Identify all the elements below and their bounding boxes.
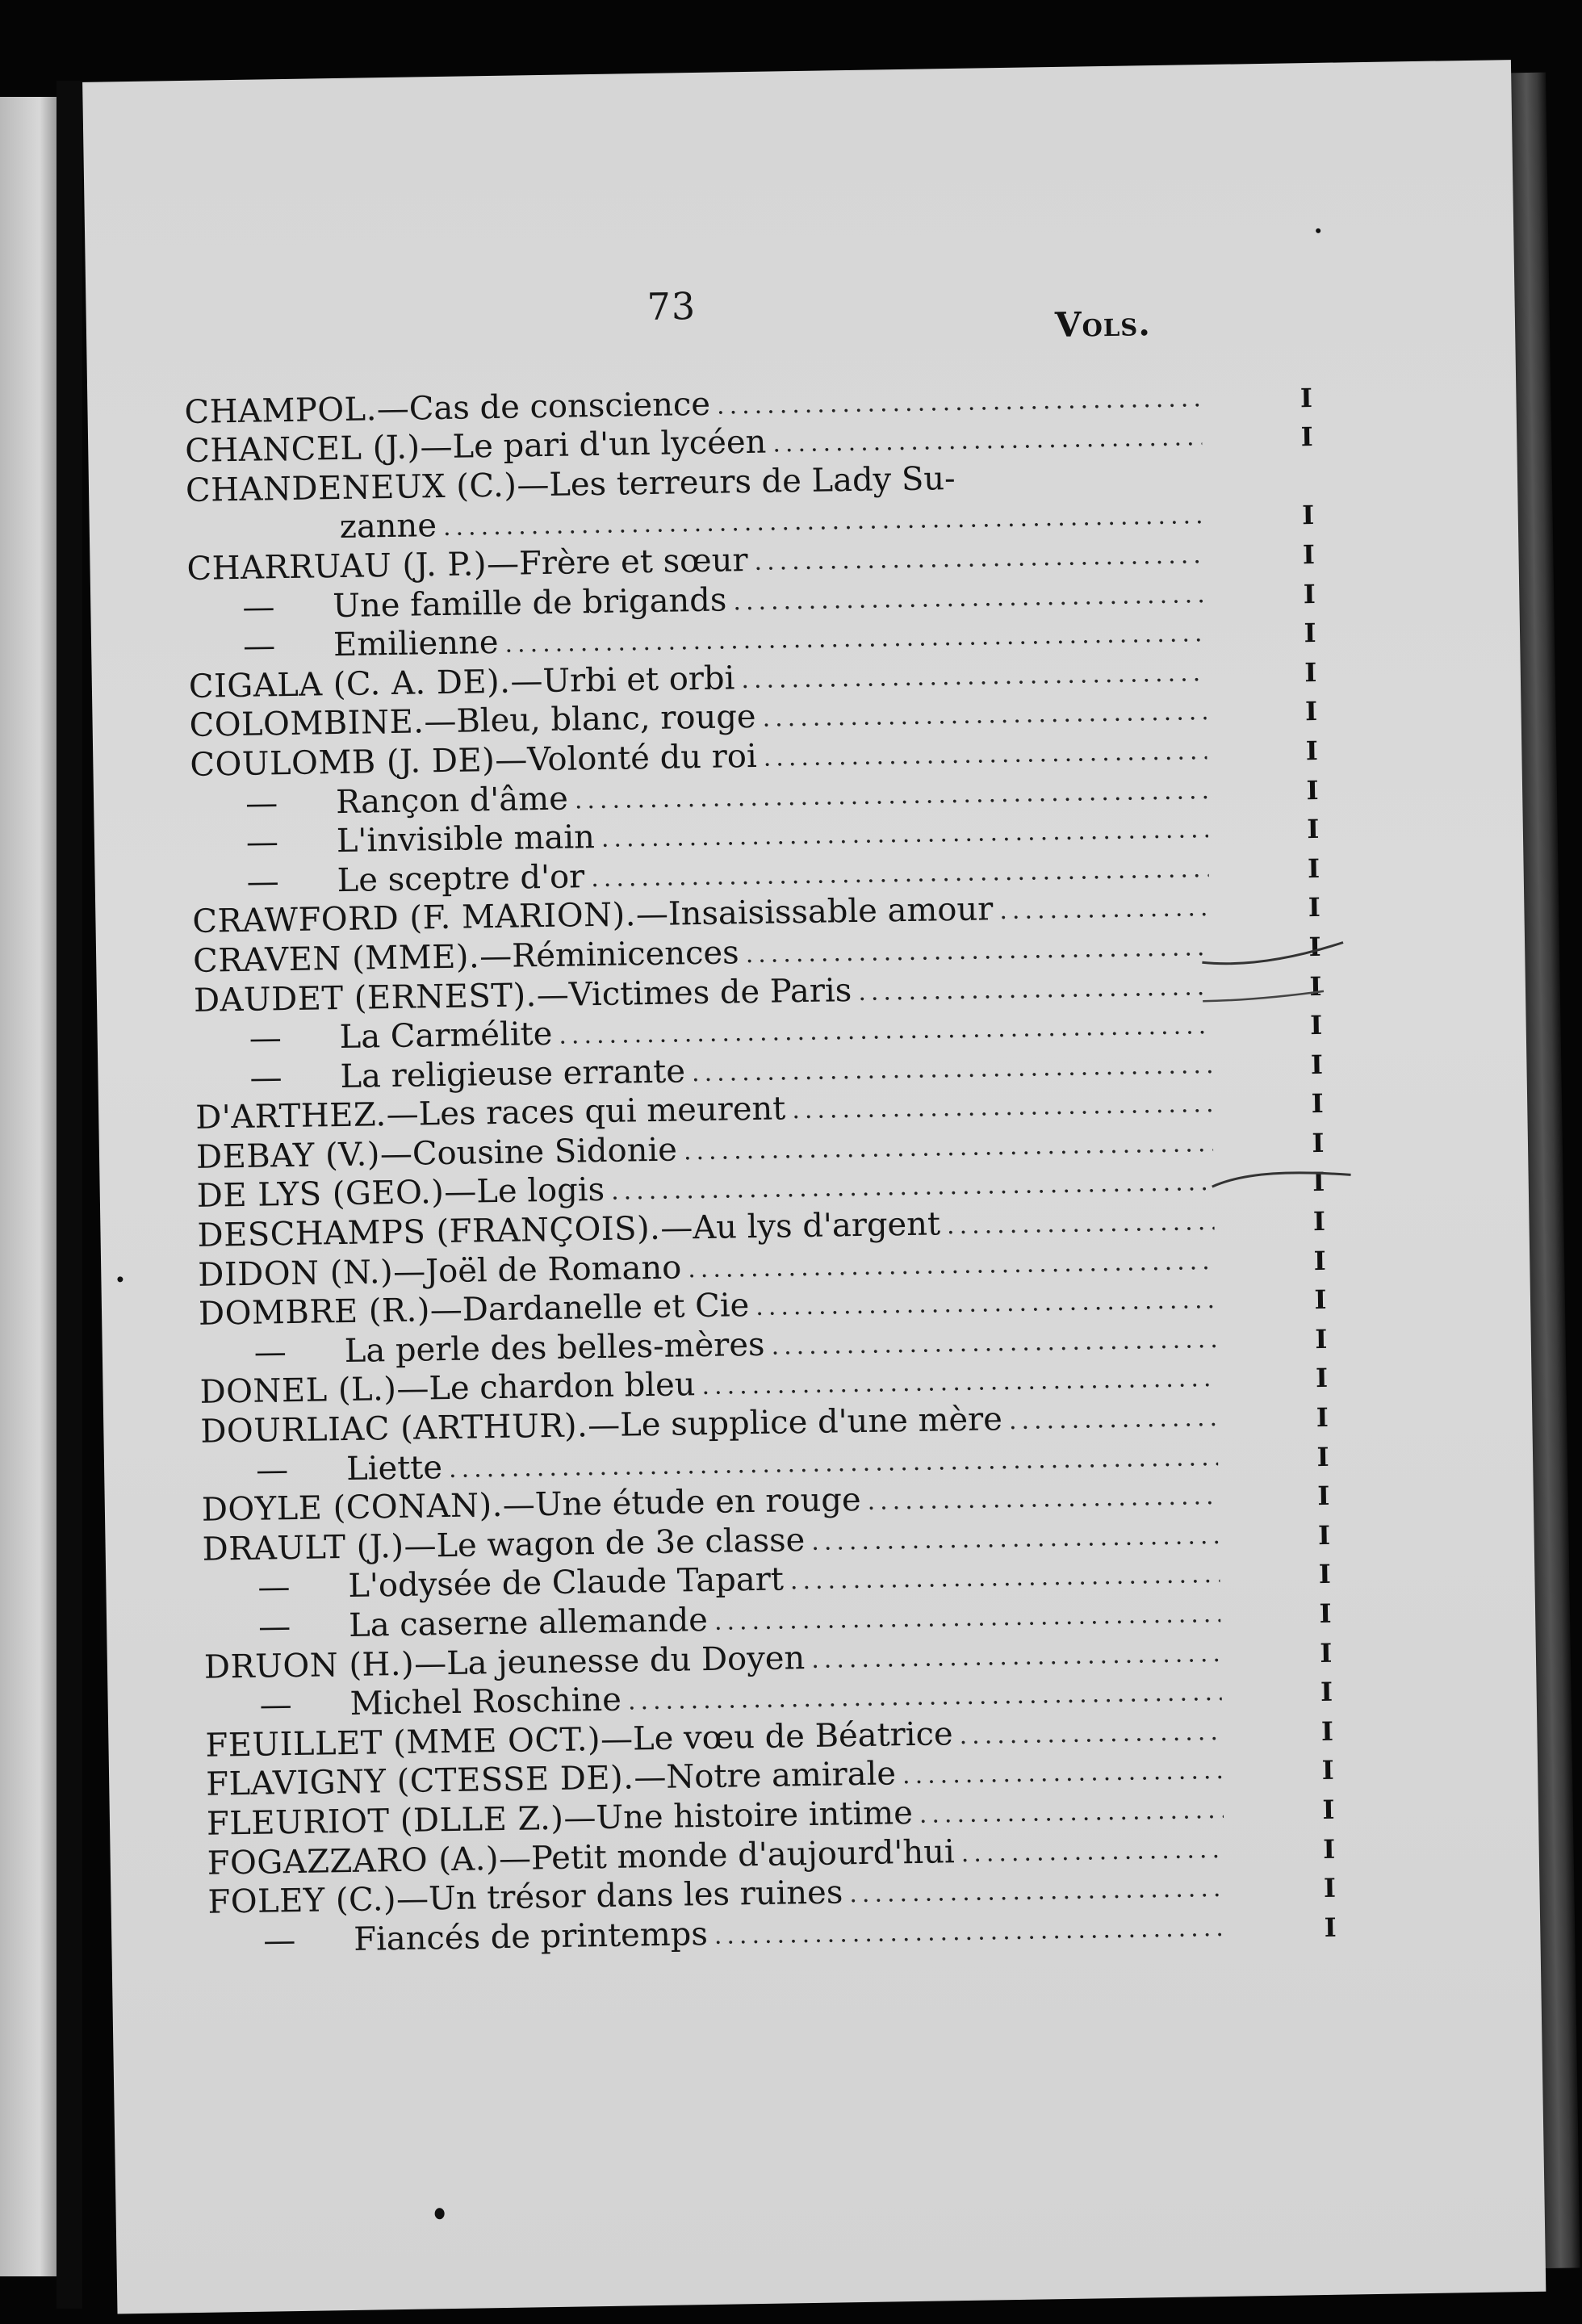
entry-title: —Le logis (443, 1171, 605, 1212)
entry-title: Une famille de brigands (332, 581, 727, 625)
entry-title: Liette (345, 1448, 443, 1488)
entry-title: La Carmélite (339, 1015, 553, 1057)
entry-author: FLAVIGNY (CTESSE DE). (205, 1759, 634, 1804)
entry-volume-count: I (1319, 1597, 1332, 1630)
ink-speck (1316, 228, 1320, 233)
entry-volume-count: I (1304, 618, 1316, 649)
entry-title: zanne (339, 507, 437, 546)
entry-author: DOYLE (CONAN). (201, 1487, 504, 1530)
entry-author: CIGALA (C. A. DE). (188, 663, 511, 706)
entry-author: DE LYS (GEO.) (196, 1174, 445, 1216)
entry-title: —Joël de Romano (392, 1249, 682, 1291)
entry-author: DEBAY (V.) (195, 1136, 381, 1176)
entry-title: Fiancés de printemps (353, 1915, 709, 1958)
entry-volume-count: I (1308, 931, 1321, 963)
entry-volume-count: I (1314, 1323, 1328, 1355)
entry-title: Michel Roschine (349, 1681, 622, 1723)
entry-title: Rançon d'âme (335, 780, 569, 821)
entry-author: CHANCEL (J.) (184, 429, 421, 471)
entry-volume-count: I (1317, 1480, 1330, 1512)
entry-volume-count: I (1300, 382, 1313, 413)
entry-volume-count: I (1309, 1010, 1323, 1041)
entry-volume-count: I (1321, 1755, 1334, 1786)
page-number: 73 (647, 284, 697, 329)
ink-speck (117, 1276, 123, 1282)
entry-volume-count: I (1320, 1715, 1334, 1747)
entry-volume-count: I (1312, 1127, 1325, 1159)
entry-author: FOGAZZARO (A.) (207, 1840, 500, 1882)
entry-author: COLOMBINE. (189, 703, 425, 745)
entry-title: —Urbi et orbi (510, 660, 735, 701)
entry-volume-count: I (1304, 656, 1317, 688)
entry-title: —Les races qui meurent (386, 1090, 786, 1134)
entry-title: L'invisible main (336, 819, 596, 861)
left-page-edge (0, 97, 56, 2276)
entry-title: —Volonté du roi (494, 737, 758, 779)
entry-author: DESCHAMPS (FRANÇOIS). (197, 1209, 661, 1254)
entry-author: CRAWFORD (F. MARION). (192, 896, 637, 941)
entry-title: —Cousine Sidonie (379, 1131, 678, 1174)
entry-title: —Une étude en rouge (502, 1481, 861, 1525)
book-gutter (56, 81, 82, 2309)
ink-speck (435, 2208, 445, 2219)
entry-volume-count: I (1303, 578, 1316, 609)
ditto-dash: — (257, 1608, 291, 1646)
ditto-dash: — (242, 627, 276, 666)
entry-volume-count: I (1302, 538, 1316, 571)
entry-author: CRAVEN (MME). (192, 938, 480, 980)
entry-title: —Petit monde d'aujourd'hui (498, 1832, 956, 1878)
entry-volume-count: I (1313, 1245, 1327, 1276)
entry-title: Le sceptre d'or (337, 857, 585, 899)
ditto-dash: — (241, 588, 275, 626)
book-page (82, 60, 1546, 2314)
entry-volume-count: I (1308, 892, 1321, 923)
entry-author: DOMBRE (R.) (198, 1292, 431, 1334)
entry-volume-count: I (1311, 1088, 1324, 1120)
ditto-dash: — (246, 862, 280, 901)
entry-author: DAUDET (ERNEST). (193, 976, 538, 1020)
entry-author: CHAMPOL. (184, 390, 378, 431)
entry-volume-count: I (1318, 1559, 1332, 1590)
entry-author: DRAULT (J.) (202, 1527, 404, 1568)
entry-volume-count: I (1320, 1637, 1333, 1669)
entry-volume-count: I (1305, 735, 1319, 767)
entry-author: FEUILLET (MME OCT.) (205, 1720, 601, 1765)
entry-title: —Réminicences (479, 934, 739, 976)
entry-volume-count: I (1300, 421, 1313, 453)
entry-volume-count: I (1323, 1872, 1337, 1904)
entry-volume-count: I (1309, 970, 1322, 1002)
entry-volume-count: I (1307, 814, 1320, 845)
entry-volume-count: I (1304, 696, 1318, 727)
entry-volume-count: I (1322, 1833, 1336, 1865)
entry-volume-count: I (1322, 1794, 1335, 1825)
ditto-dash: — (257, 1568, 291, 1607)
entry-title: —Dardanelle et Cie (429, 1287, 750, 1329)
entry-volume-count: I (1315, 1363, 1329, 1394)
entry-volume-count: I (1310, 1049, 1324, 1080)
entry-volume-count: I (1316, 1441, 1329, 1472)
ditto-dash: — (259, 1686, 293, 1724)
volumes-column-header: Vols. (1054, 304, 1152, 345)
entry-title: —Les terreurs de Lady Su- (517, 459, 956, 505)
pencil-marks (82, 60, 1546, 2314)
entry-author: DRUON (H.) (203, 1645, 415, 1686)
ditto-dash: — (245, 823, 279, 861)
entry-volume-count: I (1301, 500, 1315, 531)
entry-author: D'ARTHEZ. (195, 1096, 387, 1137)
entry-title: —La jeunesse du Doyen (413, 1639, 806, 1683)
entry-author: DIDON (N.) (197, 1253, 394, 1294)
entry-title: L'odysée de Claude Tapart (348, 1560, 785, 1606)
pencil-mark-craven (1203, 991, 1324, 1001)
entry-author: FOLEY (C.) (207, 1881, 397, 1921)
ditto-dash: — (255, 1451, 289, 1489)
entry-author: COULOMB (J. DE) (190, 741, 496, 784)
ditto-dash: — (245, 784, 278, 823)
entry-volume-count: I (1312, 1166, 1325, 1198)
entry-author: DOURLIAC (ARTHUR). (200, 1407, 588, 1451)
pencil-mark-crawford (1202, 942, 1343, 964)
entry-title: La caserne allemande (348, 1601, 709, 1644)
entry-volume-count: I (1317, 1519, 1331, 1551)
pencil-mark-darthez (1212, 1172, 1351, 1187)
entry-volume-count: I (1307, 852, 1320, 884)
entry-author: FLEURIOT (DLLE Z.) (206, 1799, 564, 1843)
entry-title: La religieuse errante (340, 1053, 686, 1095)
entry-title: —Bleu, blanc, rouge (424, 698, 756, 741)
entry-title: —Le vœu de Béatrice (600, 1715, 953, 1758)
entry-title: —Une histoire intime (563, 1794, 914, 1837)
entry-title: —Insaisissable amour (635, 890, 994, 934)
entry-title: La perle des belles-mères (344, 1325, 765, 1370)
entry-title: —Cas de conscience (376, 385, 711, 428)
ditto-dash: — (262, 1921, 296, 1960)
entry-volume-count: I (1314, 1284, 1327, 1316)
entry-title: —Victimes de Paris (536, 971, 852, 1014)
entry-author: CHARRUAU (J. P.) (186, 546, 488, 588)
ditto-dash: — (253, 1333, 287, 1371)
entry-volume-count: I (1324, 1912, 1337, 1943)
entry-author: DONEL (L.) (199, 1371, 397, 1412)
entry-title: —Au lys d'argent (659, 1205, 941, 1247)
entry-title: —Le pari d'un lycéen (420, 423, 767, 467)
entry-volume-count: I (1312, 1205, 1326, 1237)
entry-title: —Un trésor dans les ruines (396, 1874, 843, 1919)
entry-title: —Le wagon de 3e classe (404, 1521, 806, 1565)
entry-author: CHANDENEUX (C.) (185, 467, 517, 509)
ditto-dash: — (249, 1020, 282, 1057)
entry-title: —Le supplice d'une mère (587, 1401, 1003, 1445)
entry-title: —Frère et sœur (486, 541, 748, 584)
entry-volume-count: I (1306, 774, 1319, 806)
entry-title: Emilienne (333, 624, 499, 664)
entry-title: —Notre amirale (634, 1755, 897, 1797)
entry-volume-count: I (1320, 1677, 1333, 1708)
entry-title: —Le chardon bleu (396, 1366, 696, 1409)
ditto-dash: — (249, 1058, 282, 1097)
entry-volume-count: I (1316, 1401, 1329, 1434)
